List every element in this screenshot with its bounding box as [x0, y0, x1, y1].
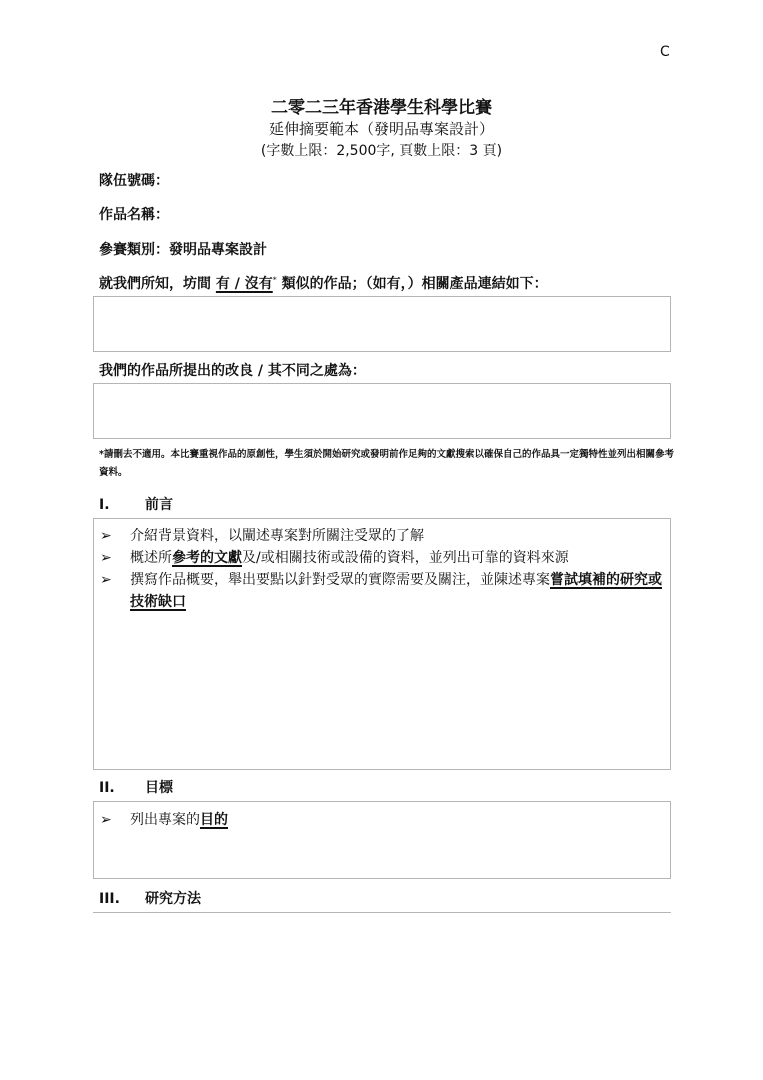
similar-prefix: 就我們所知，坊間: [99, 276, 216, 292]
arrowhead-bullet-icon: ➢: [100, 572, 112, 588]
similar-suffix: 類似的作品；（如有，）相關產品連結如下：: [276, 276, 548, 292]
objectives-box[interactable]: [93, 801, 671, 879]
work-name-label: 作品名稱：: [99, 207, 169, 223]
arrowhead-bullet-icon: ➢: [100, 550, 112, 566]
introduction-box[interactable]: [93, 518, 671, 770]
list-item: [94, 809, 670, 831]
bullet-text-pre: 撰寫作品概要，舉出要點以針對受眾的實際需要及關注，並陳述專案: [130, 572, 550, 588]
product-links-box[interactable]: [93, 296, 671, 352]
section-heading-methodology: [99, 888, 201, 908]
list-item: [94, 547, 670, 569]
section-heading-introduction: [99, 494, 173, 514]
yes-no-choice: 有 / 沒有: [215, 276, 273, 292]
bullet-text-pre: 概述所: [130, 550, 172, 566]
bullet-text-post: 及/或相關技術或設備的資料，並列出可靠的資料來源: [242, 550, 569, 566]
page-subtitle: 延伸摘要範本（發明品專案設計）: [268, 120, 494, 138]
footnote-text: *請刪去不適用。本比賽重視作品的原創性，學生須於開始研究或發明前作足夠的文獻搜索以確保自己的作品具一定獨特性並列出相關參考資料。: [99, 449, 674, 478]
footnote-mark: *: [272, 275, 277, 285]
section-number: II.: [99, 780, 115, 796]
section-number: III.: [99, 891, 120, 907]
section-heading-objectives: [99, 777, 173, 797]
bullet-text: 介紹背景資料，以闡述專案對所關注受眾的了解: [130, 528, 424, 544]
list-item: [94, 525, 670, 547]
team-number-label: 隊伍號碼：: [99, 173, 169, 189]
section-number: I.: [99, 497, 110, 513]
page-letter: C: [660, 44, 670, 60]
page-title: 二零二三年香港學生科學比賽: [271, 98, 492, 118]
similar-works-statement: [99, 273, 548, 293]
section-title: 研究方法: [145, 891, 201, 907]
bullet-emphasis: 目的: [200, 812, 228, 828]
section-title: 前言: [145, 497, 173, 513]
improvement-box[interactable]: [93, 383, 671, 439]
improvement-label: 我們的作品所提出的改良 / 其不同之處為：: [99, 363, 366, 379]
section-divider: [93, 912, 671, 913]
list-item: [94, 569, 670, 613]
section-title: 目標: [145, 780, 173, 796]
objectives-bullet-list: [94, 809, 670, 831]
introduction-bullet-list: [94, 525, 670, 613]
category-label: 參賽類別：發明品專案設計: [99, 242, 267, 258]
arrowhead-bullet-icon: ➢: [100, 528, 112, 544]
word-page-limits: (字數上限：2,500字, 頁數上限：3 頁): [260, 143, 503, 159]
arrowhead-bullet-icon: ➢: [100, 812, 112, 828]
bullet-emphasis: 嘗試填補的研究或技術缺口: [130, 572, 662, 610]
bullet-text-pre: 列出專案的: [130, 812, 200, 828]
bullet-emphasis: 參考的文獻: [172, 550, 242, 566]
